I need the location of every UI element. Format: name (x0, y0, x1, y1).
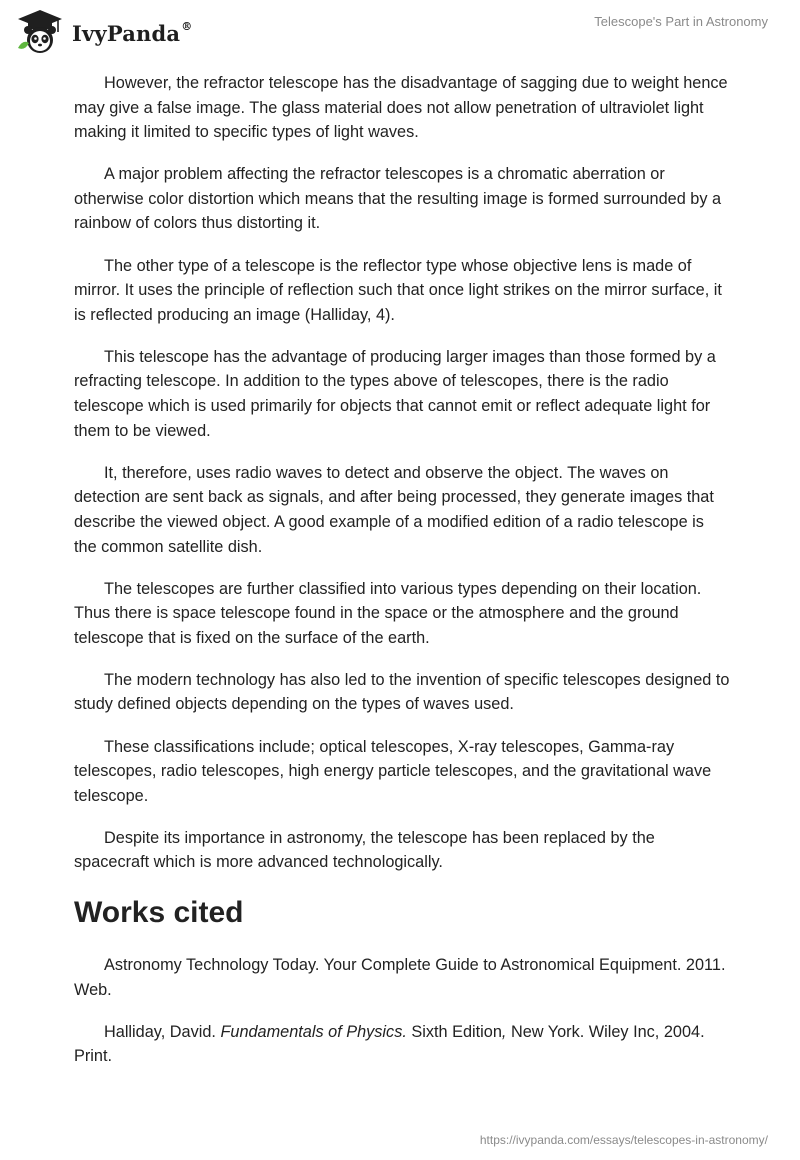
panda-graduate-icon (14, 8, 66, 56)
brand-name: IvyPanda® (72, 19, 193, 46)
citation-entry (74, 1020, 730, 1069)
paragraph: However, the refractor telescope has the disadvantage of sagging due to weight hence may give a false image. The glass material does not allow penetration of ultraviolet light making it limited to specific types of light waves. (74, 74, 728, 142)
paragraph: These classifications include; optical telescopes, X-ray telescopes, Gamma-ray telescopes, radio telescopes, high energy particle telescopes, and the gravitational wave telescope. (74, 737, 712, 805)
registered-mark: ® (181, 19, 193, 33)
paragraph: A major problem affecting the refractor telescopes is a chromatic aberration or otherwise color distortion which means that the resulting image is formed surrounded by a rainbow of colors thus distorting it. (74, 165, 722, 233)
citation-title: Fundamentals of Physics. (220, 1022, 407, 1041)
paragraph: This telescope has the advantage of producing larger images than those formed by a refracting telescope. In addition to the types above of telescopes, there is the radio telescope which is used primarily for objects that cannot emit or reflect adequate light for them to be viewed. (74, 347, 716, 440)
source-url[interactable]: https://ivypanda.com/essays/telescopes-in-astronomy/ (479, 1133, 768, 1147)
paragraph: It, therefore, uses radio waves to detect and observe the object. The waves on detection are sent back as signals, and after being processed, they generate images that describe the viewed object. A good example of a modified edition of a radio telescope is the common satellite dish. (74, 463, 714, 556)
paragraph: The telescopes are further classified into various types depending on their location. Thus there is space telescope found in the space or the atmosphere and the ground telescope that is fixed on the surface of the earth. (74, 579, 702, 647)
works-cited-heading: Works cited (74, 896, 244, 930)
citation-comma: , (501, 1022, 507, 1041)
citation-entry: Astronomy Technology Today. Your Complete Guide to Astronomical Equipment. 2011. Web. (74, 956, 726, 999)
paragraph: The other type of a telescope is the reflector type whose objective lens is made of mirror. It uses the principle of reflection such that once light strikes on the mirror surface, it is reflected producing an image (Halliday, 4). (74, 256, 722, 324)
ivypanda-logo[interactable] (14, 8, 192, 56)
citation-author: Halliday, David. (104, 1022, 221, 1041)
document-title: Telescope's Part in Astronomy (594, 14, 768, 29)
paragraph: Despite its importance in astronomy, the telescope has been replaced by the spacecraft which is more advanced technologically. (74, 828, 655, 872)
page-header (0, 0, 800, 62)
citation-publisher: New York. Wiley Inc, 2004. Print. (74, 1022, 705, 1066)
citation-edition: Sixth Edition (406, 1022, 502, 1041)
paragraph: The modern technology has also led to the invention of specific telescopes designed to study defined objects depending on the types of waves used. (74, 670, 730, 714)
essay-content (74, 71, 730, 1086)
